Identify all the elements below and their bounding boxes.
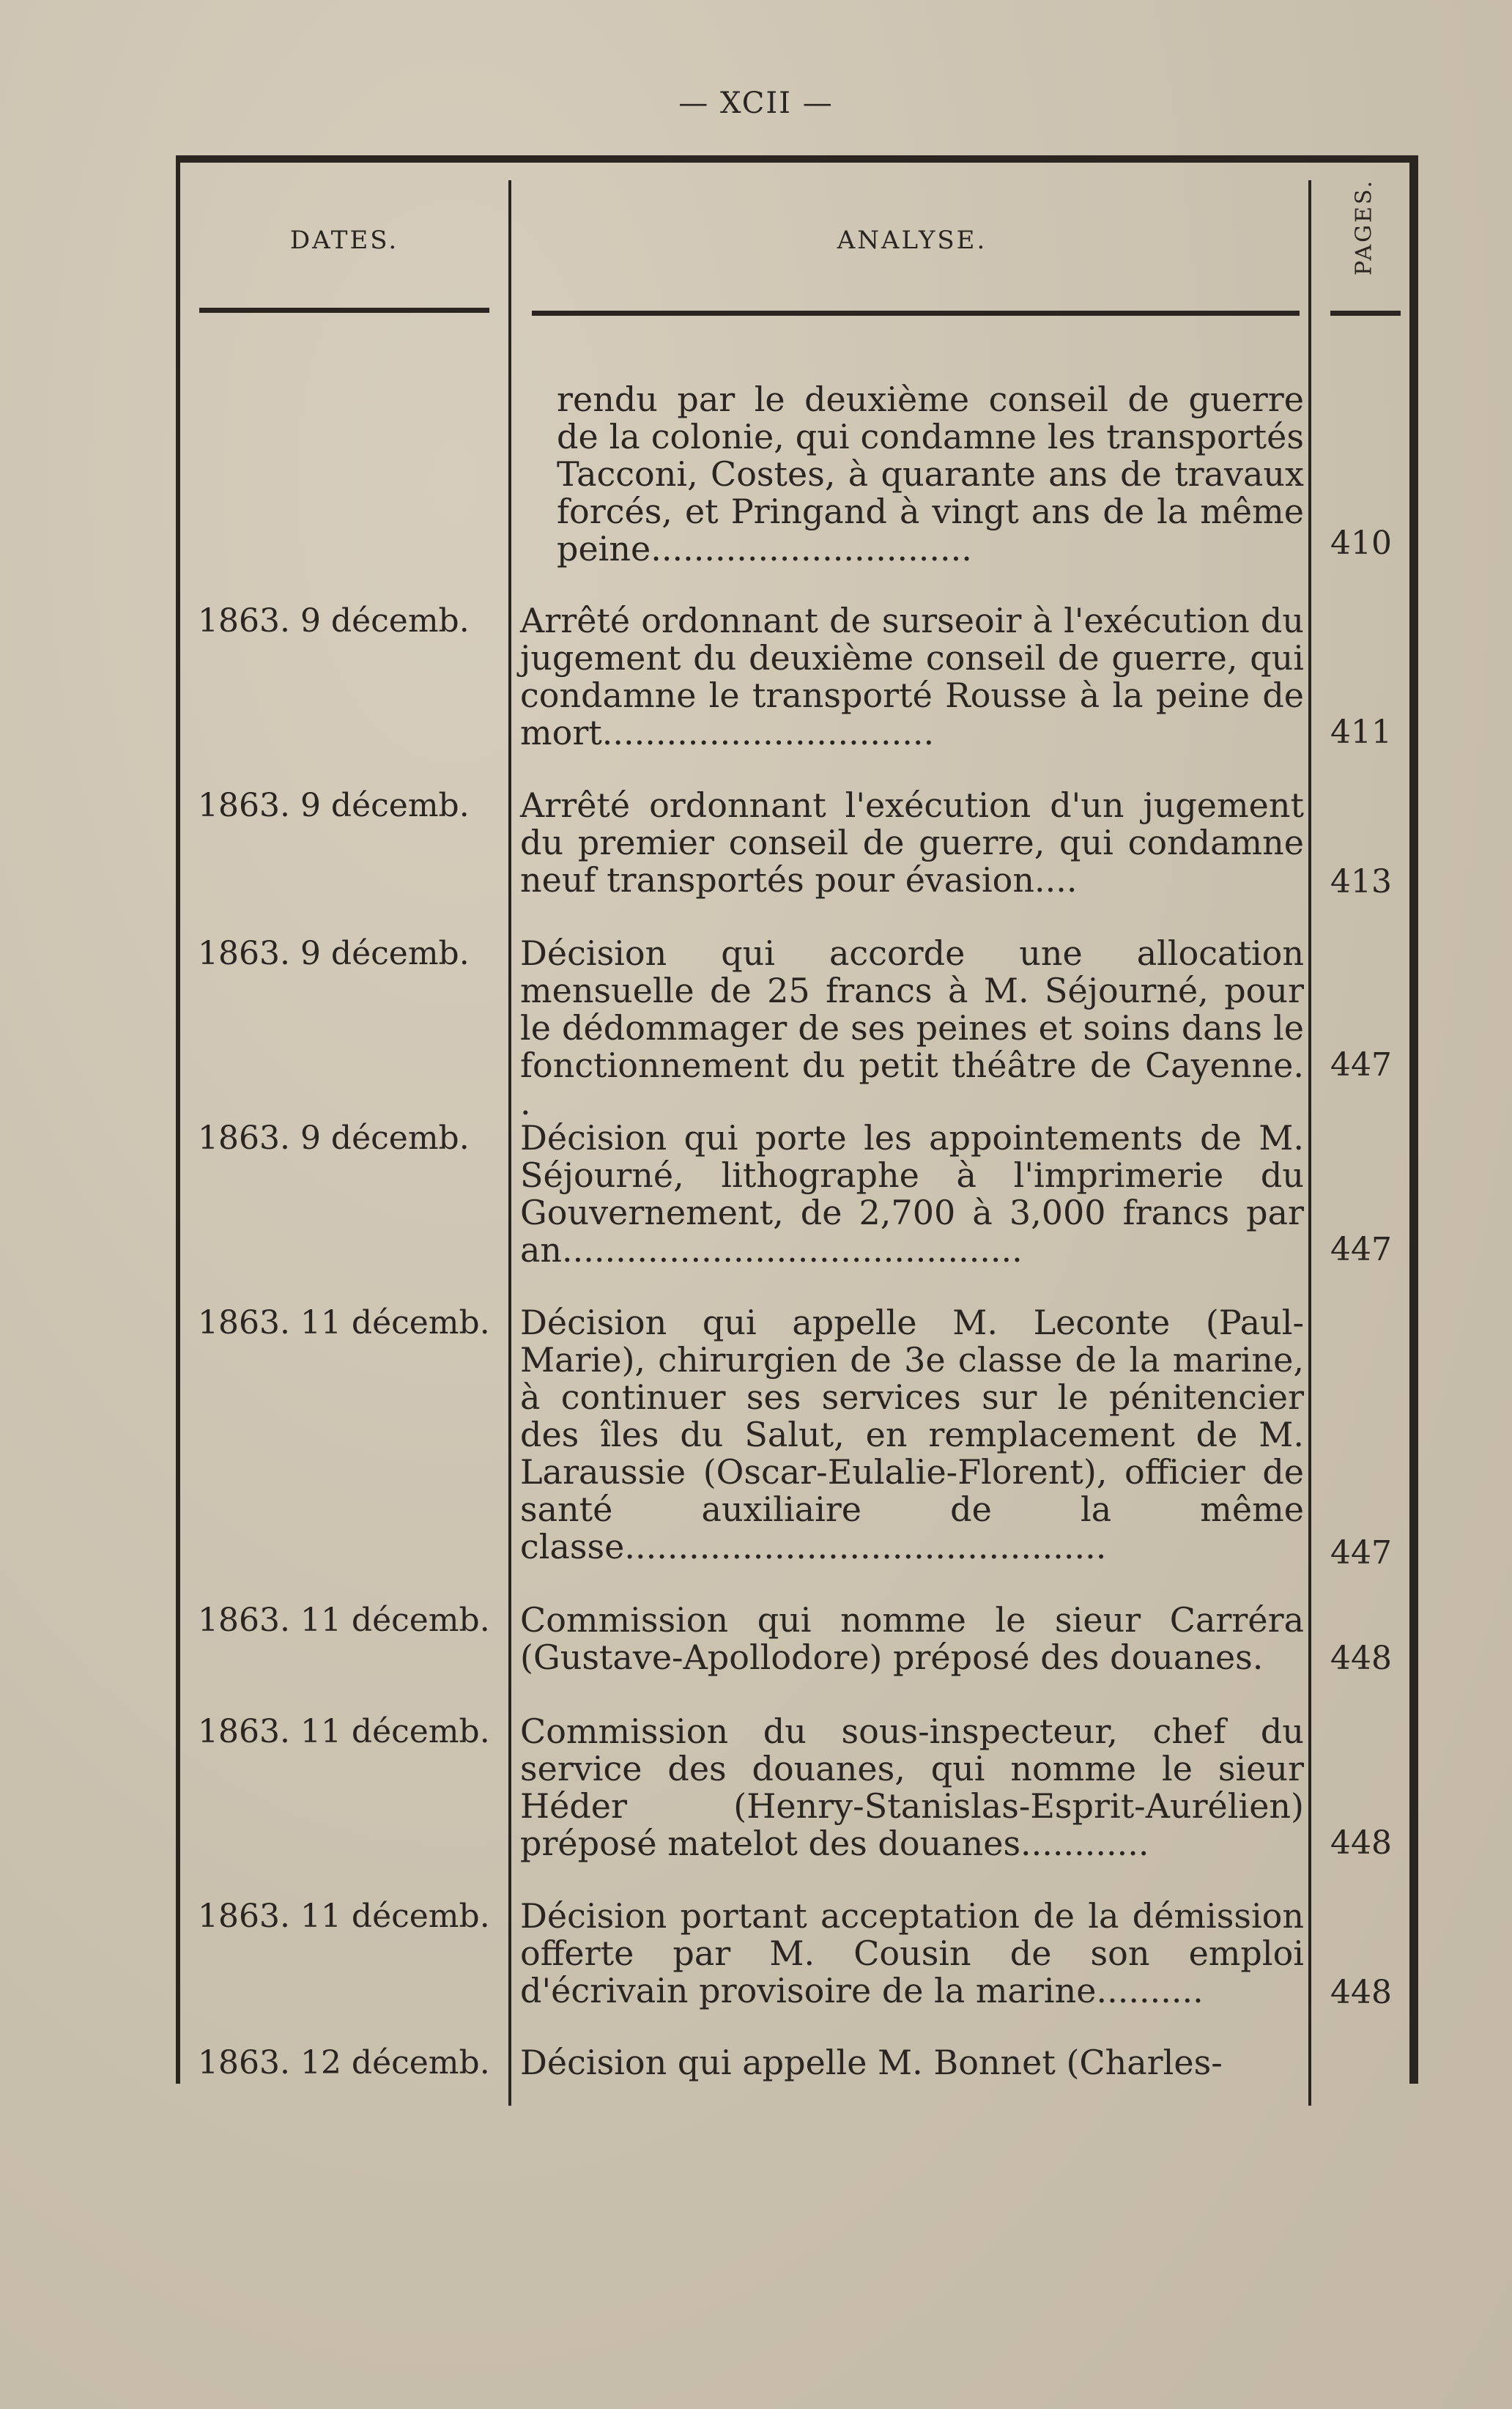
column-divider-dates	[508, 180, 511, 2106]
entry-page: 411	[1330, 714, 1392, 751]
entry-page: 448	[1330, 1640, 1392, 1677]
column-header-dates: DATES.	[289, 226, 399, 255]
entry-date: 1863. 9 décemb.	[198, 602, 470, 640]
entry-page: 448	[1330, 1974, 1392, 2011]
entry-page: 447	[1330, 1231, 1392, 1268]
header-rule-dates	[199, 308, 489, 313]
entry-page: 410	[1330, 525, 1392, 562]
entry-analysis: Décision qui accorde une allocation mensuelle de 25 francs à M. Séjourné, pour le dédommager de ses peines et soins dans le fonctionnement du petit théâtre de Cayenne. .	[520, 933, 1304, 1122]
column-divider-pages	[1308, 180, 1311, 2106]
entry-date: 1863. 9 décemb.	[198, 1120, 470, 1157]
entry-date: 1863. 9 décemb.	[198, 935, 470, 972]
entry-page: 447	[1330, 1534, 1392, 1572]
entry-analysis: Arrêté ordonnant de surseoir à l'exécution du jugement du deuxième conseil de guerre, qui condamne le transporté Rousse à la peine de mort...............................	[520, 601, 1304, 752]
entry-date: 1863. 11 décemb.	[198, 1304, 490, 1342]
column-header-analyse: ANALYSE.	[837, 226, 987, 255]
entry-analysis: Décision qui appelle M. Leconte (Paul-Marie), chirurgien de 3e classe de la marine, à continuer ses services sur le pénitencier des îles du Salut, en remplacement de M. Laraussie (Oscar-Eulalie-Florent), officier de santé auxiliaire de la même classe.............................................	[520, 1303, 1304, 1566]
entry-analysis: Décision qui appelle M. Bonnet (Charles-	[520, 2043, 1223, 2082]
page-number: — XCII —	[678, 86, 834, 120]
entry-analysis: Commission du sous-inspecteur, chef du service des douanes, qui nomme le sieur Héder (Henry-Stanislas-Esprit-Aurélien) préposé matelot des douanes............	[520, 1712, 1304, 1863]
entry-date: 1863. 11 décemb.	[198, 1898, 490, 1935]
entry-date: 1863. 12 décemb.	[198, 2044, 490, 2081]
entry-analysis: Arrêté ordonnant l'exécution d'un jugement du premier conseil de guerre, qui condamne neuf transportés pour évasion....	[520, 785, 1304, 900]
entry-page: 413	[1330, 863, 1392, 900]
header-rule-analyse	[532, 311, 1300, 316]
entry-analysis: Décision qui porte les appointements de M. Séjourné, lithographe à l'imprimerie du Gouvernement, de 2,700 à 3,000 francs par an...........................................	[520, 1118, 1304, 1270]
entry-page: 447	[1330, 1046, 1392, 1084]
entry-page: 448	[1330, 1824, 1392, 1862]
entry-date: 1863. 11 décemb.	[198, 1602, 490, 1639]
entry-analysis: Décision portant acceptation de la démission offerte par M. Cousin de son emploi d'écrivain provisoire de la marine..........	[520, 1896, 1304, 2010]
entry-date: 1863. 11 décemb.	[198, 1713, 490, 1750]
entry-date: 1863. 9 décemb.	[198, 787, 470, 824]
header-rule-pages	[1330, 311, 1401, 316]
entry-analysis: rendu par le deuxième conseil de guerre de la colonie, qui condamne les transportés Tacconi, Costes, à quarante ans de travaux forcés, et Pringand à vingt ans de la même peine..............................	[557, 380, 1304, 569]
column-header-pages: PAGES.	[1351, 179, 1377, 275]
entry-analysis: Commission qui nomme le sieur Carréra (Gustave-Apollodore) préposé des douanes.	[520, 1600, 1304, 1677]
